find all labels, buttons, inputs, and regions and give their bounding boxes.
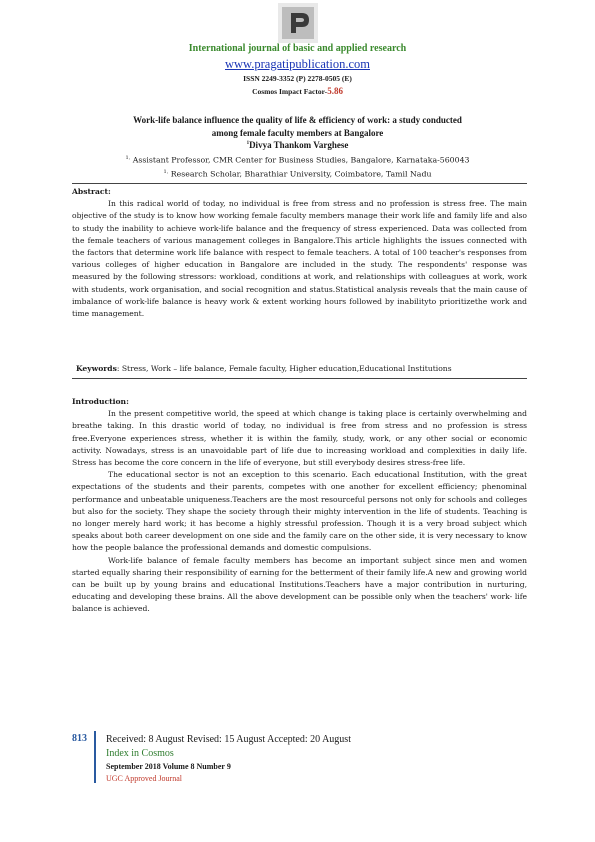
issn: ISSN 2249-3352 (P) 2278-0505 (E) bbox=[243, 74, 352, 83]
introduction-heading: Introduction: bbox=[72, 397, 129, 406]
affiliation-text: Research Scholar, Bharathiar University, Coimbatore, Tamil Nadu bbox=[168, 169, 432, 179]
article-title bbox=[60, 114, 535, 140]
affiliation-text: Assistant Professor, CMR Center for Business Studies, Bangalore, Karnataka-560043 bbox=[130, 155, 470, 165]
author-name: Divya Thankom Varghese bbox=[249, 140, 349, 150]
impact-factor-label: Cosmos Impact Factor- bbox=[252, 87, 328, 96]
submission-dates: Received: 8 August Revised: 15 August Accepted: 20 August bbox=[106, 734, 351, 745]
introduction-paragraph: Work-life balance of female faculty members has become an important subject since men and women started equally sharing their responsibility of earning for the betterment of their family life.A new and growing world can be built up by young brains and educational Institutions.Teachers have a major contribution in nurturing, educating and developing these brains. All the above development can be possible only when the teachers' work- life balance is achieved. bbox=[72, 555, 527, 614]
abstract-text: In this radical world of today, no individual is free from stress and no profession is stress free. The main objective of the study is to know how working female faculty members manage their work life and family life and also to study the inability to achieve work-life balance and the frequency of stress experienced. Data was collected from the female teachers of various management colleges in Bangalore.This article highlights the issues connected with the factors that determine work life balance with respect to female teachers. A total of 100 teacher's responses from various colleges of higher education in Bangalore are included in the study. The respondents' response was measured by the following stressors: workload, conditions at work, and relationships with colleagues at work, work with students, work organisation, and social recognition and status.Statistical analysis reveals that the main cause of imbalance of work-life balance is heavy work & extent working hours followed by inabilityto prioritizethe work and time management. bbox=[72, 199, 527, 319]
introduction-section bbox=[72, 396, 527, 616]
divider bbox=[72, 378, 527, 379]
journal-name: International journal of basic and applied research bbox=[188, 43, 407, 54]
article-title-line: among female faculty members at Bangalore bbox=[211, 128, 384, 138]
affiliation bbox=[0, 169, 595, 179]
journal-website-link[interactable]: www.pragatipublication.com bbox=[225, 57, 370, 71]
affiliation bbox=[0, 155, 595, 165]
page-number: 813 bbox=[72, 733, 87, 744]
affiliation-marker: 1, bbox=[163, 169, 169, 175]
issue-info: September 2018 Volume 8 Number 9 bbox=[106, 762, 231, 771]
author-affiliation-marker: 1 bbox=[246, 141, 250, 146]
abstract-section bbox=[72, 186, 527, 320]
keywords-list: : Stress, Work – life balance, Female faculty, Higher education,Educational Institutions bbox=[116, 364, 452, 373]
keywords-label: Keywords bbox=[76, 364, 117, 373]
impact-factor bbox=[0, 86, 595, 96]
divider bbox=[72, 183, 527, 184]
introduction-paragraph: In the present competitive world, the speed at which change is taking place is certainly overwhelming and breathe taking. In this drastic world of today, no individual is free from stress and no profession is stress free.Everyone experiences stress, whether it is within the family, study, work, or any other social or economic activity. Nowadays, stress is an unavoidable part of life due to increasing workload and complexities in daily life. Stress has become the core concern in the life of everyone, but still everybody desires stress-free life. bbox=[72, 409, 527, 468]
footer-divider bbox=[94, 731, 96, 783]
index-info: Index in Cosmos bbox=[106, 748, 174, 759]
keywords bbox=[76, 364, 527, 373]
abstract-heading: Abstract: bbox=[72, 187, 111, 196]
impact-factor-value: 5.86 bbox=[327, 86, 343, 96]
journal-logo-icon bbox=[278, 3, 318, 43]
ugc-approval: UGC Approved Journal bbox=[106, 774, 182, 783]
introduction-paragraph: The educational sector is not an exception to this scenario. Each educational Institution, with the great expectations of the students and their parents, competes with one another for excellent efficiency; phenominal performance and unbeatable uniqueness.Teachers are the most resourceful persons not only for schools and colleges but also for the society. They shape the society through their mighty intervention in the life of students. Teaching is no longer merely hard work; it has become a highly stressful profession. Though it is a very broad subject which speaks about both career development on one side and the family care on the other side, it is very necessary to know how the people balance the professional demands and domestic compulsions. bbox=[72, 470, 527, 553]
affiliation-marker: 1, bbox=[125, 155, 131, 161]
article-title-line: Work-life balance influence the quality of life & efficiency of work: a study conducted bbox=[133, 115, 462, 125]
author bbox=[0, 140, 595, 150]
